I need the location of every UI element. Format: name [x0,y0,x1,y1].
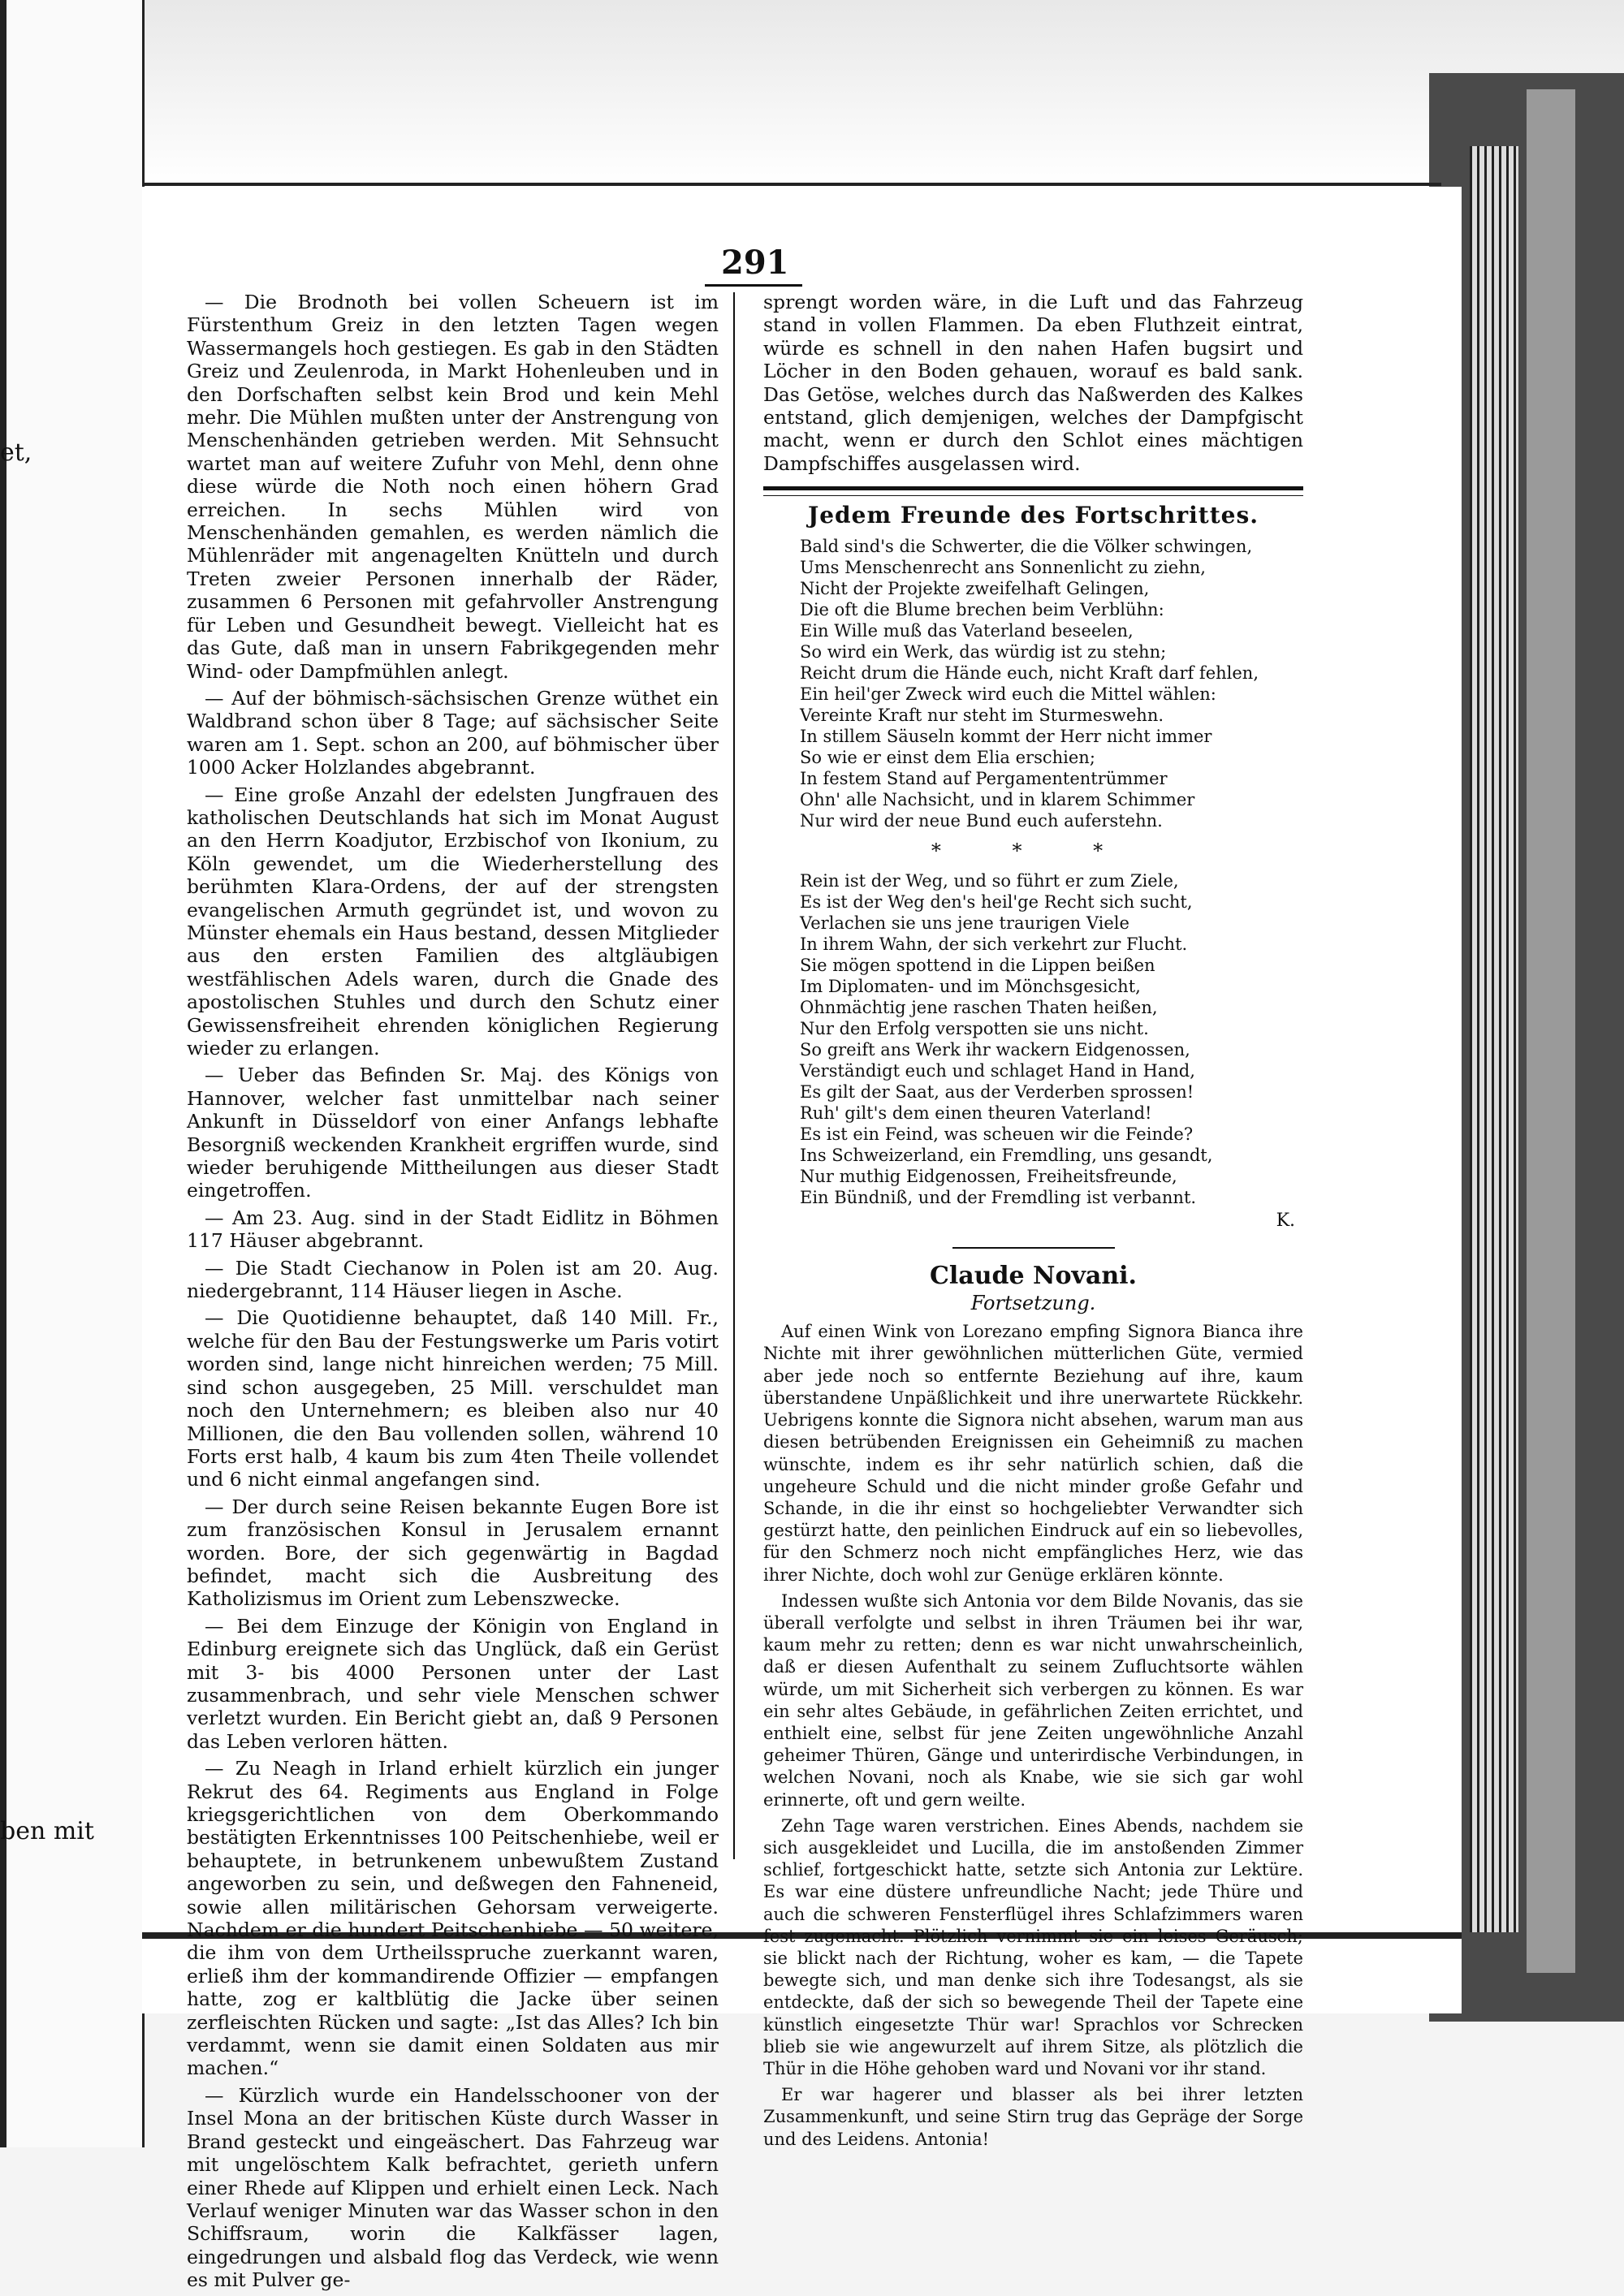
poem-line: Es gilt der Saat, aus der Verderben sprossen! [800,1082,1194,1103]
page-edges-stripes [1470,146,1518,1932]
scan-top-background [142,0,1624,187]
news-item-edinburg: — Bei dem Einzuge der Königin von England in Edinburg ereignete sich das Unglück, daß ein Gerüst mit 3- bis 4000 Personen unter der Last zusammenbrach, und sehr viele Menschen schwer verletzt wurden. Ein Bericht giebt an, daß 9 Personen das Leben verloren hätten. [187,1614,719,1753]
column-divider [733,292,735,1859]
poem-stars-separator: * * * [931,839,1136,862]
news-item-continuation: sprengt worden wäre, in die Luft und das Fahrzeug stand in vollen Flammen. Da eben Fluthzeit eintrat, würde es schnell in den nahen Hafen bugsirt und Löcher in den Boden gehauen, worauf es bald sank. Das Getöse, welches durch das Naßwerden des Kalkes entstand, glich demjenigen, welches der Dampfgischt macht, wenn er durch den Schlot eines mächtigen Dampfschiffes ausgelassen wird. [763,291,1303,475]
poem-line: Im Diplomaten- und im Mönchsgesicht, [800,977,1141,997]
news-item-eidlitz: — Am 23. Aug. sind in der Stadt Eidlitz in Böhmen 117 Häuser abgebrannt. [187,1206,719,1253]
poem-signature: K. [1276,1211,1295,1232]
story-paragraph: Zehn Tage waren verstrichen. Eines Abends, nachdem sie sich ausgekleidet und Lucilla, die im anstoßenden Zimmer schlief, fortgeschickt hatte, setzte sich Antonia zur Lektüre. Es war eine düstere unfreundliche Nacht; jede Thüre und auch die schweren Fensterflügel ihres Schlafzimmers waren fest zugemacht. Plötzlich vernimmt sie ein leises Geräusch; sie blickt nach der Richtung, woher es kam, — die Tapete bewegte sich, und man denke sich ihre Todesangst, als sie entdeckte, daß der sich so bewegende Theil der Tapete eine künstlich eingesetzte Thür war! Sprachlos vor Schrecken blieb sie wie angewurzelt auf ihrem Sitze, als plötzlich die Thür in die Höhe gehoben ward und Novani vor ihr stand. [763,1815,1303,2078]
story-paragraph: Auf einen Wink von Lorezano empfing Signora Bianca ihre Nichte mit ihrer gewöhnlichen mütterlichen Güte, vermied aber jede noch so entfernte Beziehung auf ihre, kaum überstandene Unpäßlichkeit und ihre unerwartete Rückkehr. Uebrigens konnte die Signora nicht absehen, warum man aus diesen betrübenden Ereignissen ein Geheimniß zu machen wünschte, indem es ihr sehr natürlich schien, daß die ungeheure Schuld und die nicht minder große Gefahr und Schande, in die ihr einst so hochgeliebter Verwandter sich gestürzt hatte, den peinlichen Eindruck auf ein so liebevolles, für den Schmerz noch nicht empfängliches Herz, wie das ihrer Nichte, doch wohl zur Genüge erklären könnte. [763,1322,1303,1585]
adjacent-page-left [0,0,145,2147]
poem-line: Ums Menschenrecht ans Sonnenlicht zu ziehn, [800,557,1206,577]
poem-line: Es ist der Weg den's heil'ge Recht sich sucht, [800,892,1193,913]
poem-line: Verlachen sie uns jene traurigen Viele [800,913,1129,934]
poem-line: Vereinte Kraft nur steht im Sturmeswehn. [800,705,1164,725]
poem-line: Ein Bündniß, und der Fremdling ist verbannt. [800,1188,1197,1208]
news-item-koenig-hannover: — Ueber das Befinden Sr. Maj. des Königs von Hannover, welcher fast unmittelbar nach seiner Ankunft in Düsseldorf von einer Anfangs lebhafte Besorgniß weckenden Krankheit ergriffen wurde, sind wieder beruhigende Mittheilungen aus dieser Stadt eingetroffen. [187,1064,719,1202]
poem-line: Ohnmächtig jene raschen Thaten heißen, [800,998,1158,1018]
poem-title: Jedem Freunde des Fortschrittes. [807,502,1259,529]
book-edge-inner [1527,89,1575,1973]
news-item-handelsschooner: — Kürzlich wurde ein Handelsschooner von der Insel Mona an der britischen Küste durch Wasser in Brand gesteckt und eingeäschert. Das Fahrzeug war mit ungelöschtem Kalk befrachtet, gerieth unfern einer Rhede auf Klippen und erhielt einen Leck. Nach Verlauf weniger Minuten war das Wasser schon in den Schiffsraum, worin die Kalkfässer lagen, eingedrungen und alsbald flog das Verdeck, wie wenn es mit Pulver ge- [187,2083,719,2292]
poem-line: So greift ans Werk ihr wackern Eidgenossen, [800,1040,1190,1060]
poem-line: Nicht der Projekte zweifelhaft Gelingen, [800,578,1150,598]
poem-line: Ein Wille muß das Vaterland beseelen, [800,620,1134,641]
poem-line: Nur wird der neue Bund euch auferstehn. [800,810,1163,831]
story-body [763,1321,1303,2151]
poem-stanza-2 [800,870,1303,1208]
left-column [187,291,719,2296]
poem-line: In stillem Säuseln kommt der Herr nicht immer [800,726,1212,746]
story-subtitle: Fortsetzung. [970,1291,1096,1314]
poem-line: Ohn' alle Nachsicht, und in klarem Schimmer [800,789,1195,809]
story-title: Claude Novani. [930,1262,1137,1291]
news-item-brodnoth: — Die Brodnoth bei vollen Scheuern ist im Fürstenthum Greiz in den letzten Tagen wegen Wassermangels hoch gestiegen. Es gab in den Städten Greiz und Zeulenroda, in Markt Hohenleuben und in den Dorfschaften selbst kein Brod und kein Mehl mehr. Die Mühlen mußten unter der Anstrengung von Menschenhänden getrieben werden. Mit Sehnsucht wartet man auf weitere Zufuhr von Mehl, denn ohne diese würde die Noth noch einen höhern Grad erreichen. In sechs Mühlen wird von Menschenhänden gemahlen, es werden nämlich die Mühlenräder mit angenagelten Knütteln und durch Treten zweier Personen innerhalb der Räder, zusammen 6 Personen mit gefahrvoller Anstrengung für Leben und Gesundheit bewegt. Vielleicht hat es das Gute, daß man in unsern Fabrikgegenden mehr Wind- oder Dampfmühlen anlegt. [187,291,719,683]
poem-line: Verständigt euch und schlaget Hand in Hand, [800,1061,1195,1081]
poem-line: Ruh' gilt's dem einen theuren Vaterland! [800,1103,1152,1124]
poem-line: Ein heil'ger Zweck wird euch die Mittel wählen: [800,684,1216,704]
section-rule [763,486,1303,496]
news-item-klara-orden: — Eine große Anzahl der edelsten Jungfrauen des katholischen Deutschlands hat sich im Monat August an den Herrn Koadjutor, Erzbischof von Ikonium, zu Köln gewendet, um die Wiederherstellung des berühmten Klara-Ordens, der auf der strengsten evangelischen Armuth gegründet ist, und wovon zu Münster ehemals ein Haus bestand, dessen Mitglieder aus den ersten Familien des altgläubigen westfählischen Adels waren, durch die Gnade des apostolischen Stuhles und durch den Schutz einer Gewissensfreiheit ehrenden königlichen Regierung wieder zu erlangen. [187,783,719,1060]
news-item-quotidienne: — Die Quotidienne behauptet, daß 140 Mill. Fr., welche für den Bau der Festungswerke um Paris votirt worden sind, lange nicht hinreichen werden; 75 Mill. sind schon ausgegeben, 25 Mill. verschuldet man noch den Unternehmern; es bleiben also nur 40 Millionen, die den Bau vollenden sollen, während 10 Forts erst halb, 4 kaum bis zum 4ten Theile vollendet und 6 nicht einmal angefangen sind. [187,1306,719,1491]
poem-line: Nur muthig Eidgenossen, Freiheitsfreunde, [800,1167,1177,1187]
page-number-rule [705,284,802,287]
poem-line: So wie er einst dem Elia erschien; [800,747,1095,767]
poem-line: In ihrem Wahn, der sich verkehrt zur Flucht. [800,934,1188,955]
right-column [763,291,1303,2155]
story-paragraph: Indessen wußte sich Antonia vor dem Bilde Novanis, das sie überall verfolgte und selbst in ihren Träumen bei ihr war, kaum mehr zu retten; denn es war nicht unwahrscheinlich, daß er diesen Aufenthalt zu seinem Zufluchtsorte wählen würde, um mit Sicherheit sich verbergen zu können. Es war ein sehr altes Gebäude, in gefährlichen Zeiten errichtet, und enthielt eine, selbst für jene Zeiten ungewöhnliche Anzahl geheimer Thüren, Gänge und unterirdische Verbindungen, in welchen Novani, noch als Knabe, wie sie sich gar wohl erinnerte, oft und gern weilte. [763,1590,1303,1810]
poem-line: Ins Schweizerland, ein Fremdling, uns gesandt, [800,1146,1213,1166]
poem-line: Es ist ein Feind, was scheuen wir die Feinde? [800,1124,1194,1145]
adjacent-page-fragment: ben mit [0,1817,94,1845]
news-item-ciechanow: — Die Stadt Ciechanow in Polen ist am 20. Aug. niedergebrannt, 114 Häuser liegen in Asche. [187,1256,719,1303]
poem-line: Die oft die Blume brechen beim Verblühn: [800,599,1164,619]
page-number: 291 [721,244,789,282]
poem-stanza-1 [800,536,1303,831]
news-item-neagh-irland: — Zu Neagh in Irland erhielt kürzlich ein junger Rekrut des 64. Regiments aus England in Folge kriegsgerichtlichen von dem Oberkommando bestätigten Erkenntnisses 100 Peitschenhiebe, weil er behauptete, in betrunkenem unbewußtem Zustand angeworben zu sein, und deßwegen den Fahneneid, sowie allen militärischen Gehorsam verweigerte. Nachdem er die hundert Peitschenhiebe — 50 weitere, die ihm von dem Urtheilsspruche zuerkannt waren, erließ ihm der kommandirende Offizier — empfangen hatte, zog er kaltblütig die Jacke über seinen zerfleischten Rücken und sagte: „Ist das Alles? Ich bin verdammt, wenn sie damit einen Soldaten aus mir machen.“ [187,1757,719,2080]
scan-top-rule [142,183,1441,186]
news-item-eugen-bore: — Der durch seine Reisen bekannte Eugen Bore ist zum französischen Konsul in Jerusalem ernannt worden. Bore, der sich gegenwärtig in Bagdad befindet, macht sich die Ausbreitung des Katholizismus im Orient zum Lebenszwecke. [187,1495,719,1611]
poem-line: Rein ist der Weg, und so führt er zum Ziele, [800,871,1179,891]
poem-line: Bald sind's die Schwerter, die die Völker schwingen, [800,536,1253,556]
news-item-waldbrand: — Auf der böhmisch-sächsischen Grenze wüthet ein Waldbrand schon über 8 Tage; auf sächsischer Seite waren am 1. Sept. schon an 200, auf böhmischer über 1000 Acker Holzlandes abgebrannt. [187,686,719,779]
poem-line: So wird ein Werk, das würdig ist zu stehn; [800,641,1167,662]
section-short-rule [952,1247,1115,1249]
poem-line: Nur den Erfolg verspotten sie uns nicht. [800,1019,1149,1039]
poem-line: Reicht drum die Hände euch, nicht Kraft darf fehlen, [800,662,1259,683]
story-paragraph: Er war hagerer und blasser als bei ihrer letzten Zusammenkunft, und seine Stirn trug das Gepräge der Sorge und des Leidens. Antonia! [763,2085,1303,2149]
adjacent-page-fragment: et, [0,438,32,467]
poem-line: In festem Stand auf Pergamententrümmer [800,768,1168,788]
poem-line: Sie mögen spottend in die Lippen beißen [800,956,1155,976]
